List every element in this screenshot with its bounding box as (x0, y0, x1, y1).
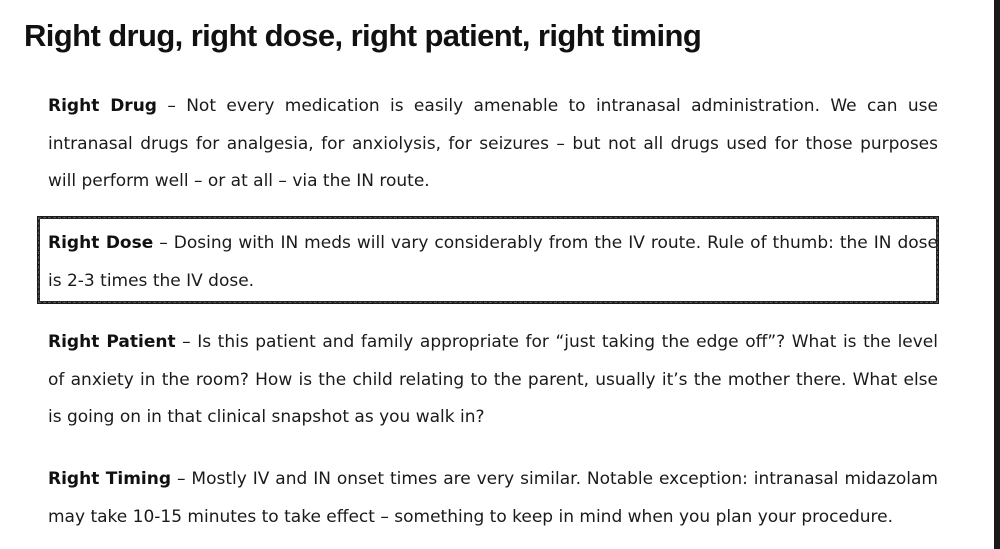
section-right-dose (48, 225, 938, 300)
section-right-patient (48, 324, 938, 437)
section-term: Right Patient (48, 332, 176, 352)
section-right-drug (48, 88, 938, 201)
section-text: – Dosing with IN meds will vary considerably from the IV route. Rule of thumb: the IN dose is 2-3 times the IV dose. (48, 233, 938, 291)
section-term: Right Drug (48, 96, 157, 116)
page-edge-border (994, 0, 1000, 549)
section-term: Right Timing (48, 469, 172, 489)
section-text: – Not every medication is easily amenable to intranasal administration. We can use intranasal drugs for analgesia, for anxiolysis, for seizures – but not all drugs used for those purposes will perform well – or at all – via the IN route. (48, 96, 938, 191)
section-right-timing (48, 461, 938, 536)
page-title: Right drug, right dose, right patient, right timing (24, 18, 702, 53)
section-text: – Is this patient and family appropriate for “just taking the edge off”? What is the level of anxiety in the room? How is the child relating to the parent, usually it’s the mother there. What else is going on in that clinical snapshot as you walk in? (48, 332, 938, 427)
section-term: Right Dose (48, 233, 154, 253)
section-text: – Mostly IV and IN onset times are very similar. Notable exception: intranasal midazolam may take 10-15 minutes to take effect – something to keep in mind when you plan your procedure. (48, 469, 938, 527)
